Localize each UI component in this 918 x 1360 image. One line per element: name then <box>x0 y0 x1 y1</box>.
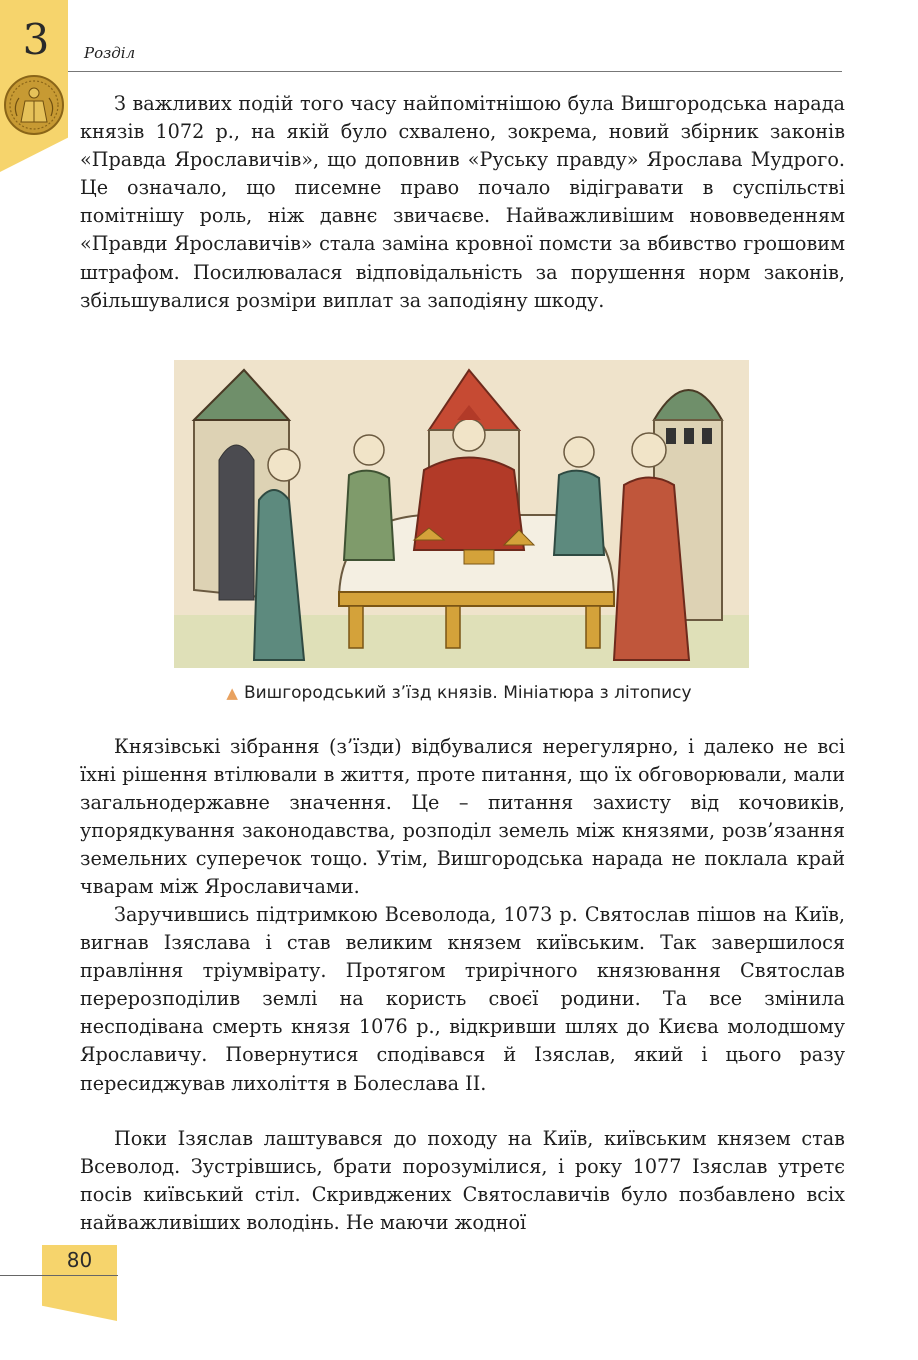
body-paragraph: Князівські зібрання (з’їзди) відбувалися нерегулярно, і далеко не всі їхні рішення втілювали в життя, проте питання, що їх обговорювали, мали загальнодержавне значення. Це – питання захисту від кочовиків, упорядкування законодавства, розподіл земель між князями, розв’язання земельних суперечок тощо. Утім, Вишгородська нарада не поклала край чварам між Ярославичами. <box>80 735 845 899</box>
section-label: Розділ <box>84 44 136 62</box>
page-number: 80 <box>66 1248 93 1272</box>
coin-icon <box>3 74 65 136</box>
body-paragraph: З важливих подій того часу найпомітнішою була Вишгородська нарада князів 1072 р., на якій було схвалено, зокрема, новий збірник законів «Правда Ярославичів», що доповнив «Руську правду» Ярослава Мудрого. Це означало, що писемне право почало відігравати в суспільстві помітнішу роль, ніж давнє звичаєве. Найважливішим нововведенням «Правди Ярославичів» стала заміна кровної помсти за вбивство грошовим штрафом. Посилювалася відповідальність за порушення норм законів, збільшувалися розміри виплат за заподіяну шкоду. <box>80 92 845 312</box>
header-rule <box>68 71 842 72</box>
miniature-illustration <box>174 360 749 668</box>
body-paragraph: Заручившись підтримкою Всеволода, 1073 р. Святослав пішов на Київ, вигнав Ізяслава і став великим князем київським. Так завершилося правління тріумвірату. Протягом трирічного князювання Святослав перерозподілив землі на користь своєї родини. Та все змінила несподівана смерть князя 1076 р., відкривши шлях до Києва молодшому Ярославичу. Повернутися сподівався й Ізяслав, який і цього разу пересиджував лихоліття в Болеслава ІІ. <box>80 903 845 1095</box>
footer-rule <box>0 1275 118 1276</box>
figure-caption <box>0 683 918 703</box>
caption-triangle-icon: ▲ <box>226 684 238 702</box>
body-paragraph: Поки Ізяслав лаштувався до походу на Київ, київським князем став Всеволод. Зустрівшись, брати порозумілися, і року 1077 Ізяслав утретє посів київський стіл. Скривджених Святославичів було позбавлено всіх найважливіших володінь. Не маючи жодної <box>80 1127 845 1235</box>
chapter-number: 3 <box>22 15 50 64</box>
caption-text: Вишгородський з’їзд князів. Мініатюра з літопису <box>243 683 692 703</box>
